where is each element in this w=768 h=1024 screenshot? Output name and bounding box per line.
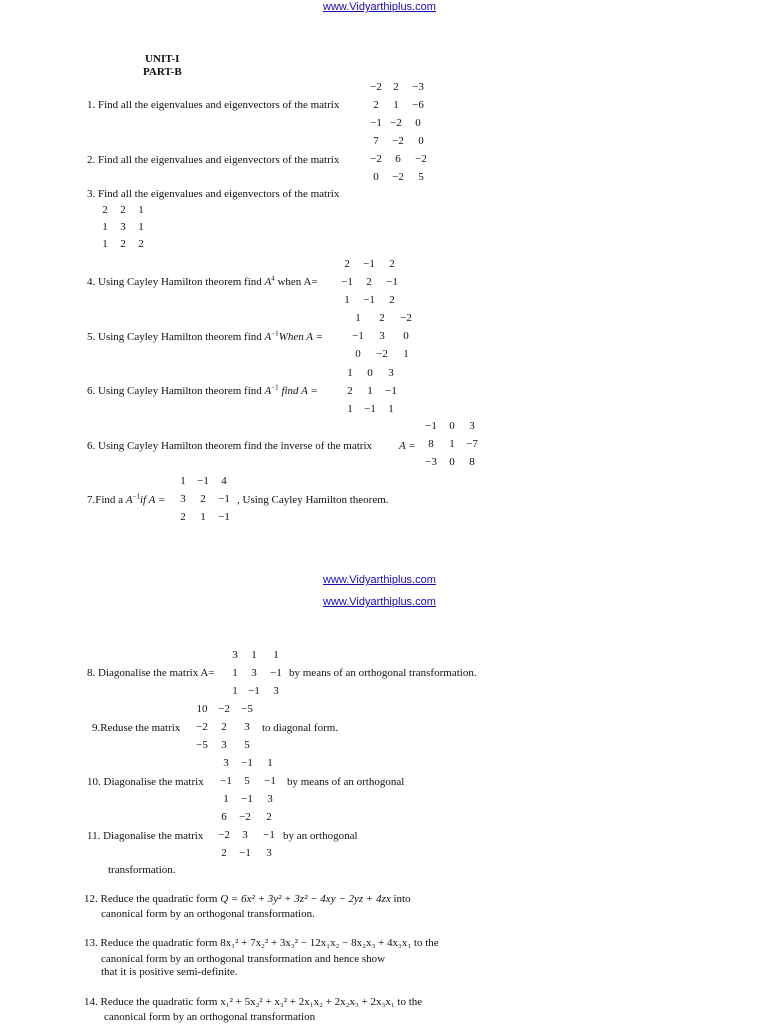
q1-text: 1. Find all the eigenvalues and eigenvectors of the matrix <box>87 99 340 111</box>
matrix-cell: 5 <box>418 171 424 183</box>
q5-text <box>87 331 323 343</box>
matrix-cell: 2 <box>266 811 272 823</box>
matrix-row <box>214 829 282 841</box>
matrix-cell: 0 <box>449 456 455 468</box>
matrix-cell: −1 <box>386 276 398 288</box>
matrix-cell: 1 <box>102 238 108 250</box>
matrix-cell: −5 <box>241 703 253 715</box>
matrix-cell: 2 <box>389 258 395 270</box>
matrix-row <box>340 385 402 397</box>
q11-cont: transformation. <box>108 864 176 876</box>
matrix-cell: 2 <box>138 238 144 250</box>
q13-text <box>84 937 439 949</box>
q6a-when: find A = <box>281 385 318 397</box>
q4-exp: 4 <box>271 274 275 283</box>
matrix-row <box>420 438 482 450</box>
matrix-cell: −1 <box>363 258 375 270</box>
q14-line2: canonical form by an orthogonal transformation <box>104 1011 316 1023</box>
q6b-text: 6. Using Cayley Hamilton theorem find the inverse of the matrix <box>87 440 373 452</box>
matrix-cell: −1 <box>218 493 230 505</box>
matrix-cell: −3 <box>425 456 437 468</box>
matrix-cell: 0 <box>449 420 455 432</box>
part-heading: PART-B <box>143 66 182 78</box>
q5-when: When A = <box>278 331 323 343</box>
q4-when: when A= <box>277 276 318 288</box>
q14-label: 14. Reduce the quadratic form <box>84 996 218 1008</box>
q14-text <box>84 996 422 1008</box>
matrix-cell: −2 <box>370 153 382 165</box>
q10-after: by means of an orthogonal <box>287 776 405 788</box>
matrix-cell: −1 <box>425 420 437 432</box>
q13-line3: that it is positive semi-definite. <box>101 966 238 978</box>
matrix-cell: 5 <box>244 775 250 787</box>
matrix-cell: −1 <box>263 829 275 841</box>
matrix-cell: −1 <box>197 475 209 487</box>
matrix-cell: 1 <box>267 757 273 769</box>
q14-formula: x₁² + 5x₂² + x₃² + 2x₁x₂ + 2x₂x₃ + 2x₃x₁ <box>220 996 395 1008</box>
q7-after: , Using Cayley Hamilton theorem. <box>237 494 389 506</box>
matrix-cell: −2 <box>415 153 427 165</box>
matrix-cell: −1 <box>385 385 397 397</box>
matrix-cell: 6 <box>221 811 227 823</box>
matrix-cell: −1 <box>239 847 251 859</box>
matrix-cell: −1 <box>341 276 353 288</box>
q7-a: A <box>125 494 133 506</box>
matrix-cell: 2 <box>102 204 108 216</box>
matrix-cell: 3 <box>266 847 272 859</box>
matrix-cell: 0 <box>367 367 373 379</box>
matrix-cell: 1 <box>138 221 144 233</box>
matrix-cell: 1 <box>102 221 108 233</box>
matrix-cell: −2 <box>400 312 412 324</box>
matrix-cell: −1 <box>218 511 230 523</box>
q12-text <box>84 893 411 905</box>
q4-label: 4. Using Cayley Hamilton theorem find <box>87 276 262 288</box>
matrix-cell: −2 <box>390 117 402 129</box>
matrix-row <box>192 739 258 751</box>
q7-text <box>87 494 165 506</box>
matrix-cell: 2 <box>366 276 372 288</box>
matrix-row <box>216 757 282 769</box>
matrix-cell: 1 <box>273 649 279 661</box>
matrix-row <box>366 117 430 129</box>
q6a-a: A <box>264 385 272 397</box>
matrix-row <box>96 238 150 250</box>
matrix-cell: 1 <box>232 685 238 697</box>
matrix-cell: 1 <box>251 649 257 661</box>
matrix-row <box>340 403 402 415</box>
matrix-cell: 3 <box>273 685 279 697</box>
q3-text: 3. Find all the eigenvalues and eigenvectors of the matrix <box>87 188 340 200</box>
matrix-cell: 0 <box>403 330 409 342</box>
matrix-cell: −1 <box>363 294 375 306</box>
matrix-cell: 3 <box>251 667 257 679</box>
q6a-text <box>87 385 318 397</box>
matrix-cell: 2 <box>221 721 227 733</box>
matrix-row <box>366 81 430 93</box>
matrix-cell: 1 <box>393 99 399 111</box>
matrix-cell: −1 <box>241 793 253 805</box>
q10-text: 10. Diagonalise the matrix <box>87 776 204 788</box>
matrix-cell: 10 <box>196 703 208 715</box>
matrix-row <box>96 221 150 233</box>
matrix-cell: 2 <box>200 493 206 505</box>
q8-text: 8. Diagonalise the matrix A= <box>87 667 215 679</box>
q5-label: 5. Using Cayley Hamilton theorem find <box>87 331 262 343</box>
matrix-cell: 0 <box>415 117 421 129</box>
matrix-row <box>366 135 432 147</box>
q9-after: to diagonal form. <box>262 722 339 734</box>
matrix-cell: −2 <box>370 81 382 93</box>
q11-after: by an orthogonal <box>283 830 358 842</box>
matrix-row <box>214 847 282 859</box>
q8-after: by means of an orthogonal transformation. <box>289 667 477 679</box>
matrix-cell: −1 <box>352 330 364 342</box>
matrix-cell: 4 <box>221 475 227 487</box>
q11-text: 11. Diagonalise the matrix <box>87 830 204 842</box>
q7-when: if A = <box>140 494 166 506</box>
mid-link-1[interactable]: www.Vidyarthiplus.com <box>323 574 436 586</box>
matrix-row <box>420 456 482 468</box>
q7-exp: −1 <box>132 492 140 501</box>
mid-link-2[interactable]: www.Vidyarthiplus.com <box>323 596 436 608</box>
matrix-cell: 3 <box>267 793 273 805</box>
matrix-row <box>192 703 258 715</box>
matrix-cell: 1 <box>403 348 409 360</box>
matrix-cell: 2 <box>373 99 379 111</box>
matrix-row <box>226 685 288 697</box>
matrix-cell: −3 <box>412 81 424 93</box>
matrix-cell: −2 <box>376 348 388 360</box>
matrix-row <box>214 811 282 823</box>
matrix-row <box>346 330 418 342</box>
matrix-row <box>336 294 404 306</box>
q4-a: A <box>264 276 272 288</box>
matrix-cell: −2 <box>392 135 404 147</box>
q4-text <box>87 276 318 288</box>
matrix-row <box>226 649 288 661</box>
matrix-cell: −2 <box>218 703 230 715</box>
q13-label: 13. Reduce the quadratic form <box>84 937 218 949</box>
matrix-row <box>420 420 482 432</box>
matrix-cell: −1 <box>248 685 260 697</box>
matrix-cell: 8 <box>469 456 475 468</box>
q6a-label: 6. Using Cayley Hamilton theorem find <box>87 385 262 397</box>
matrix-cell: 1 <box>138 204 144 216</box>
matrix-row <box>173 493 235 505</box>
q6b-when: A = <box>399 440 416 452</box>
matrix-cell: −6 <box>412 99 424 111</box>
matrix-row <box>96 204 150 216</box>
matrix-cell: 1 <box>347 403 353 415</box>
matrix-cell: 3 <box>388 367 394 379</box>
q13-formula: 8x₁² + 7x₂² + 3x₃² − 12x₁x₂ − 8x₂x₃ + 4x₃x₁ <box>220 937 412 949</box>
matrix-row <box>226 667 288 679</box>
matrix-cell: 5 <box>244 739 250 751</box>
matrix-cell: 6 <box>395 153 401 165</box>
matrix-cell: 2 <box>180 511 186 523</box>
matrix-cell: 1 <box>367 385 373 397</box>
matrix-row <box>192 721 258 733</box>
matrix-cell: 1 <box>355 312 361 324</box>
matrix-cell: −2 <box>239 811 251 823</box>
matrix-row <box>346 348 418 360</box>
matrix-cell: 2 <box>393 81 399 93</box>
matrix-cell: −2 <box>196 721 208 733</box>
matrix-cell: 1 <box>388 403 394 415</box>
matrix-cell: 3 <box>120 221 126 233</box>
matrix-cell: −1 <box>241 757 253 769</box>
matrix-cell: −1 <box>370 117 382 129</box>
matrix-cell: 3 <box>223 757 229 769</box>
q13-after: to the <box>413 937 439 949</box>
matrix-row <box>366 171 432 183</box>
matrix-cell: −1 <box>220 775 232 787</box>
matrix-cell: 2 <box>120 238 126 250</box>
matrix-cell: −5 <box>196 739 208 751</box>
matrix-cell: 0 <box>355 348 361 360</box>
matrix-cell: 1 <box>347 367 353 379</box>
q12-line2: canonical form by an orthogonal transformation. <box>101 908 315 920</box>
matrix-row <box>366 153 432 165</box>
matrix-cell: −7 <box>466 438 478 450</box>
q12-label: 12. Reduce the quadratic form <box>84 893 218 905</box>
matrix-row <box>216 775 282 787</box>
matrix-cell: 2 <box>344 258 350 270</box>
matrix-row <box>216 793 282 805</box>
matrix-cell: −1 <box>264 775 276 787</box>
matrix-cell: 2 <box>379 312 385 324</box>
matrix-cell: 1 <box>232 667 238 679</box>
matrix-cell: 0 <box>373 171 379 183</box>
matrix-cell: 0 <box>418 135 424 147</box>
matrix-row <box>173 475 235 487</box>
matrix-cell: 1 <box>180 475 186 487</box>
q6a-exp: −1 <box>271 383 279 392</box>
q5-exp: −1 <box>271 329 279 338</box>
matrix-cell: −1 <box>364 403 376 415</box>
matrix-cell: 1 <box>344 294 350 306</box>
matrix-cell: 2 <box>347 385 353 397</box>
matrix-row <box>340 367 402 379</box>
top-link[interactable]: www.Vidyarthiplus.com <box>323 1 436 13</box>
q5-a: A <box>264 331 272 343</box>
matrix-row <box>366 99 430 111</box>
q12-formula: Q = 6x² + 3y² + 3z² − 4xy − 2yz + 4zx <box>220 893 391 905</box>
matrix-cell: −2 <box>392 171 404 183</box>
matrix-cell: 1 <box>200 511 206 523</box>
matrix-cell: 7 <box>373 135 379 147</box>
matrix-cell: 3 <box>379 330 385 342</box>
matrix-cell: −2 <box>218 829 230 841</box>
matrix-row <box>336 258 404 270</box>
matrix-cell: 3 <box>242 829 248 841</box>
q2-text: 2. Find all the eigenvalues and eigenvectors of the matrix <box>87 154 340 166</box>
matrix-cell: 2 <box>120 204 126 216</box>
unit-heading: UNIT-I <box>145 53 180 65</box>
matrix-row <box>346 312 418 324</box>
q14-after: to the <box>397 996 423 1008</box>
q13-line2: canonical form by an orthogonal transformation and hence show <box>101 953 386 965</box>
q7-label: 7.Find a <box>87 494 124 506</box>
q9-text: 9.Reduse the matrix <box>92 722 181 734</box>
matrix-cell: 3 <box>232 649 238 661</box>
matrix-cell: 3 <box>180 493 186 505</box>
q12-after: into <box>393 893 411 905</box>
matrix-cell: 2 <box>389 294 395 306</box>
matrix-cell: 3 <box>221 739 227 751</box>
matrix-cell: 3 <box>244 721 250 733</box>
matrix-cell: 8 <box>428 438 434 450</box>
matrix-cell: 2 <box>221 847 227 859</box>
matrix-cell: 3 <box>469 420 475 432</box>
matrix-cell: −1 <box>270 667 282 679</box>
matrix-cell: 1 <box>449 438 455 450</box>
matrix-row <box>336 276 404 288</box>
matrix-cell: 1 <box>223 793 229 805</box>
matrix-row <box>173 511 235 523</box>
